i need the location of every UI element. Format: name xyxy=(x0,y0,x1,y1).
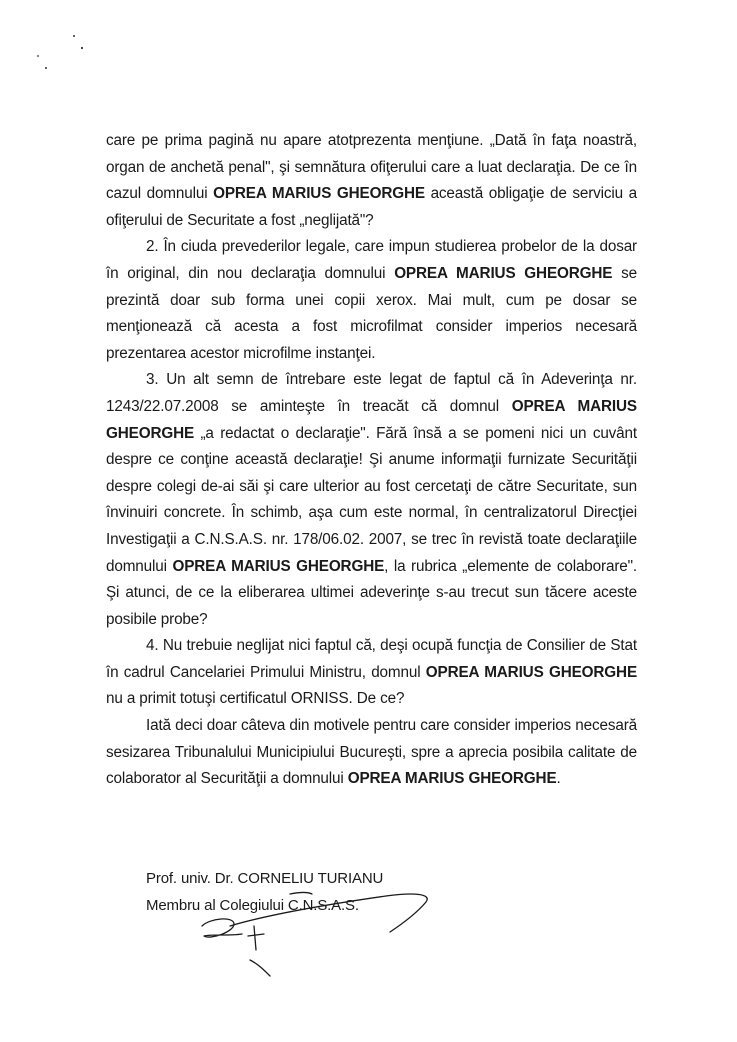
paragraph-3-text-end: , la rubrica „elemente de colaborare". Şi atunci, de ce la eliberarea ultimei adeverinţe s-au trecut sun tăcere aceste posibile probe? xyxy=(106,557,637,628)
signatory-role: Membru al Colegiului C.N.S.A.S. xyxy=(146,897,359,914)
subject-name: OPREA MARIUS GHEORGHE xyxy=(106,397,637,442)
signatory-name: Prof. univ. Dr. CORNELIU TURIANU xyxy=(146,870,384,887)
paragraph-5-text: Iată deci doar câteva din motivele pentru care consider imperios necesară sesizarea Tribunalului Municipiului Bucureşti, spre a aprecia posibila calitate de colaborator al Securităţii a domnului xyxy=(106,717,637,788)
paragraph-3 xyxy=(106,367,637,633)
document-body xyxy=(106,128,637,793)
paragraph-3-text: 3. Un alt semn de întrebare este legat de faptul că în Adeverinţa nr. 1243/22.07.2008 se aminteşte în treacăt că domnul xyxy=(106,371,637,415)
paragraph-5 xyxy=(106,713,637,793)
paragraph-1 xyxy=(106,128,637,234)
paragraph-2 xyxy=(106,234,637,367)
paragraph-2-text: 2. În ciuda prevederilor legale, care impun studierea probelor de la dosar în original, din nou declaraţia domnului xyxy=(106,238,637,282)
paragraph-5-text-end: . xyxy=(556,770,561,788)
handwritten-signature xyxy=(190,880,450,980)
paragraph-1-text-end: această obligaţie de serviciu a ofiţerului de Securitate a fost „neglijată"? xyxy=(106,185,637,229)
paragraph-3-text-middle: „a redactat o declaraţie". Fără însă a se pomeni nici un cuvânt despre ce conţine această declaraţie! Şi anume informaţii furnizate Securităţii despre colegi de-ai săi şi care ulterior au fost cercetaţi de către Securitate, sun învinuiri concrete. În schimb, aşa cum este normal, în centralizatorul Direcţiei Investigaţii a C.N.S.A.S. nr. 178/06.02. 2007, se trec în revistă toate declaraţiile domnului xyxy=(106,424,637,575)
paragraph-4-text-end: nu a primit totuşi certificatul ORNISS. De ce? xyxy=(106,690,405,708)
scan-specks xyxy=(30,30,100,80)
paragraph-4-text: 4. Nu trebuie neglijat nici faptul că, deşi ocupă funcţia de Consilier de Stat în cadrul Cancelariei Primului Ministru, domnul xyxy=(106,637,637,681)
subject-name: OPREA MARIUS GHEORGHE xyxy=(347,770,557,788)
subject-name: OPREA MARIUS GHEORGHE xyxy=(394,264,613,282)
paragraph-2-text-end: se prezintă doar sub forma unei copii xerox. Mai mult, cum pe dosar se menţionează că acesta a fost microfilmat consider imperios necesară prezentarea acestor microfilme instanţei. xyxy=(106,264,637,362)
subject-name: OPREA MARIUS GHEORGHE xyxy=(213,185,425,203)
subject-name: OPREA MARIUS GHEORGHE xyxy=(425,663,637,681)
subject-name: OPREA MARIUS GHEORGHE xyxy=(172,557,385,575)
paragraph-1-text: care pe prima pagină nu apare atotprezenta menţiune. „Dată în faţa noastră, organ de anchetă penal", şi semnătura ofiţerului care a luat declaraţia. De ce în cazul domnului xyxy=(106,132,637,203)
paragraph-4 xyxy=(106,633,637,713)
